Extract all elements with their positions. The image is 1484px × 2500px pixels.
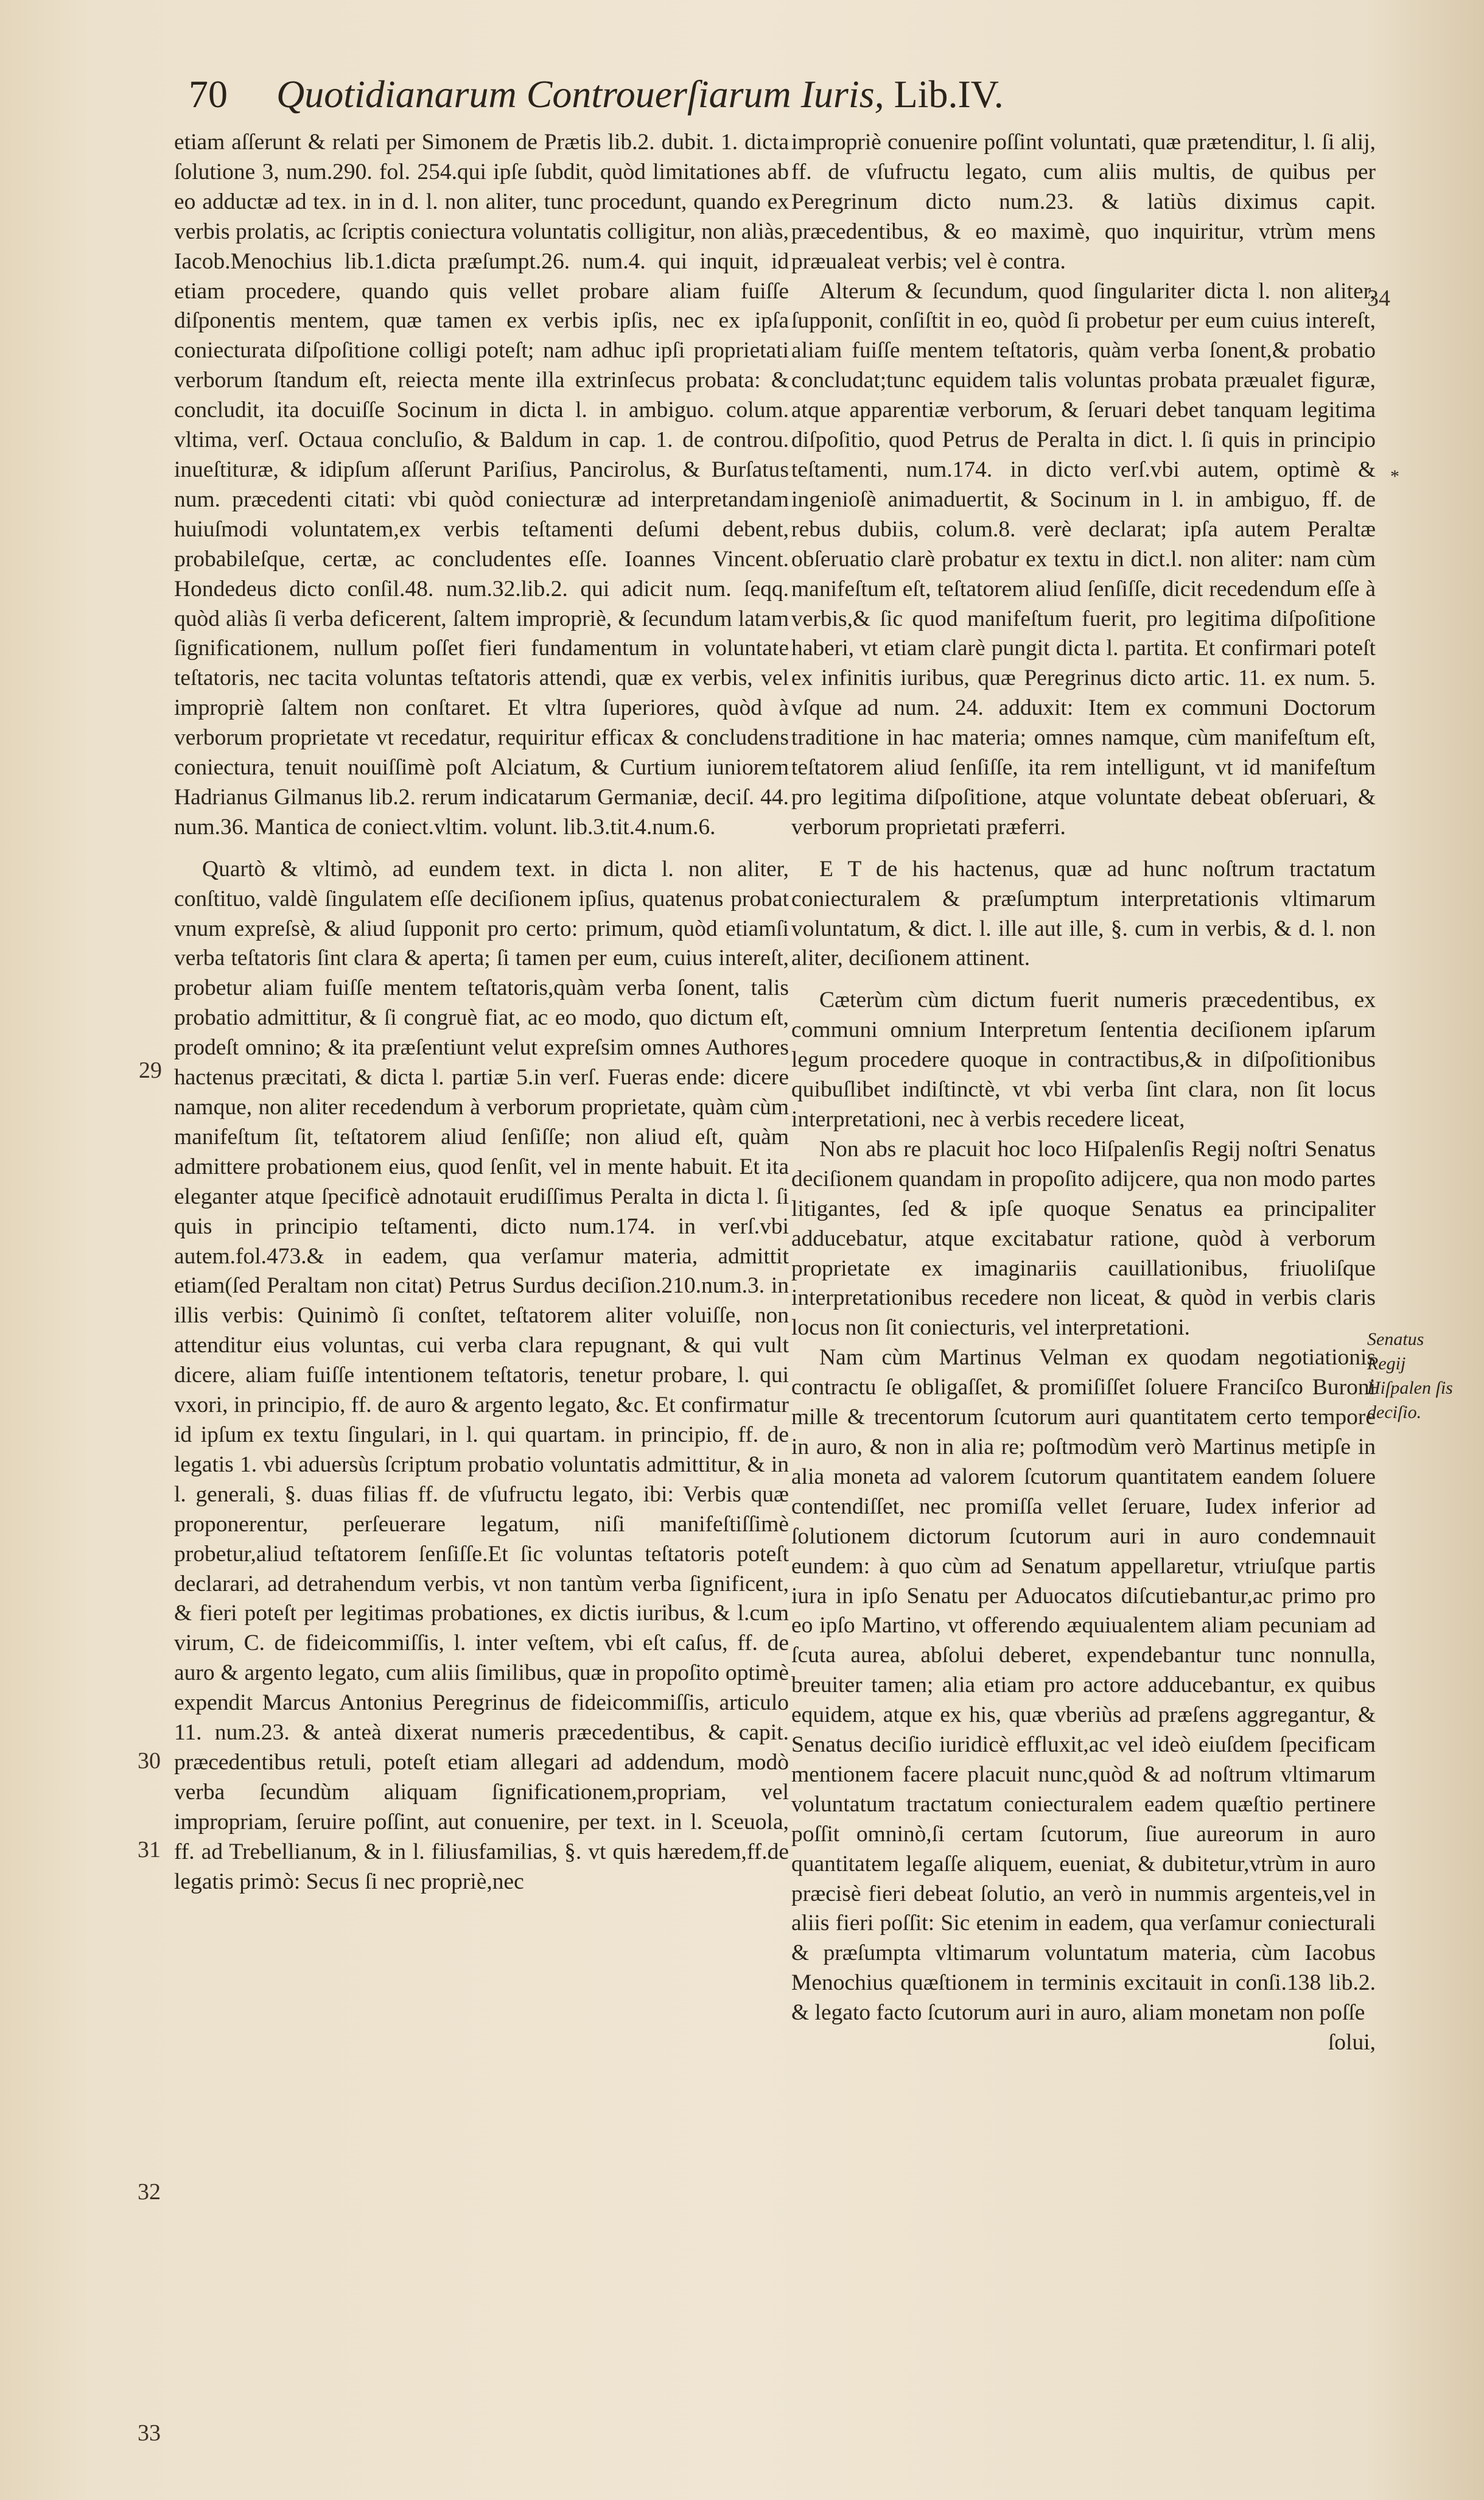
- paragraph: Alterum & ſecundum, quod ſingulariter dicta l. non aliter, ſupponit, conſiſtit in eo, quòd ſi probetur per eum cuius intereſt, aliam fuiſſe mentem teſtatoris, quàm verba ſonent,& probatio concludat;tunc equidem talis voluntas probata præualet figuræ, atque apparentiæ verborum, & ſeruari debet tanquam legitima diſpoſitio, quod Petrus de Peralta in dict. l. ſi quis in principio teſtamenti, num.174. in dicto verſ.vbi autem, optimè & ingenioſè animaduertit, & Socinum in l. in ambiguo, ff. de rebus dubiis, colum.8. verè declarat; ipſa autem Peraltæ obſeruatio clarè probatur ex textu in dict.l. non aliter: nam cùm manifeſtum eſt, teſtatorem aliud ſenſiſſe, dicit recedendum eſſe à verbis,& ſic quod manifeſtum fuerit, pro legitima diſpoſitione haberi, vt etiam clarè pungit dicta l. partita. Et confirmari poteſt ex infinitis iuribus, quæ Peregrinus dicto artic. 11. ex num. 5. vſque ad num. 24. adduxit: Item ex communi Doctorum traditione in hac materia; omnes namque, cùm manifeſtum eſt, teſtatorem aliud ſenſiſſe, ita rem intelligunt, vt id manifeſtum pro legitima diſpoſitione, atque voluntate debeat obſeruari, & verborum proprietati præferri.: [791, 278, 1376, 840]
- paragraph: E T de his hactenus, quæ ad hunc noſtrum tractatum coniecturalem & præſumptum interpretationis vltimarum voluntatum, & dict. l. ille aut ille, §. cum in verbis, & d. l. non aliter, deciſionem attinent.: [791, 856, 1376, 971]
- page-number: 70: [189, 72, 228, 116]
- catchword: ſolui,: [1328, 2030, 1376, 2056]
- margin-number: 30: [138, 1748, 161, 1774]
- paragraph: Quartò & vltimò, ad eundem text. in dicta l. non aliter, conſtituo, valdè ſingulatem eſſe deciſionem ipſius, quatenus probat vnum expreſsè, & aliud ſupponit pro certo: primum, quòd etiamſi verba teſtatoris ſint clara & aperta; ſi tamen per eum, cuius intereſt, probetur aliam fuiſſe mentem teſtatoris,quàm verba ſonent, talis probatio admittitur, & ſi congruè fiat, ac eo modo, quo dictum eſt, prodeſt omnino; & ita præſentiunt velut expreſsim omnes Authores hactenus præcitati, & dicta l. partiæ 5.in verſ. Fueras ende: dicere namque, non aliter recedendum à verborum proprietate, quàm cùm manifeſtum ſit, teſtatorem aliud ſenſiſſe; non aliud eſt, quàm admittere probationem eius, quod ſenſit, vel in mente habuit. Et ita eleganter atque ſpecificè adnotauit erudiſſimus Peralta in dicta l. ſi quis in principio teſtamenti, dicto num.174. in verſ.vbi autem.fol.473.& in eadem, qua verſamur materia, admittit etiam(ſed Peraltam non citat) Petrus Surdus deciſion.210.num.3. in illis verbis: Quinimò ſi conſtet, teſtatorem aliter voluiſſe, non attenditur eius voluntas, cui verba clara repugnant, & qui vult dicere, aliam fuiſſe intentionem teſtatoris, tenetur probare, l. qui vxori, in principio, ff. de auro & argento legato, &c. Et confirmatur id ipſum ex textu ſingulari, in l. qui quartam. in principio, ff. de legatis 1. vbi aduersùs ſcriptum probatio voluntatis admittitur, & in l. generali, §. duas filias ff. de vſufructu legato, ibi: Verbis quæ proponerentur, perſeuerare legatum, niſi manifeſtiſſimè probetur,aliud teſtatorem ſenſiſſe.Et ſic voluntas teſtatoris poteſt declarari, ad detrahendum verbis, vt non tantùm verba ſignificent, & fieri poteſt per legitimas probationes, ex dictis iuribus, & l.cum virum, C. de fideicommiſſis, l. inter veſtem, vbi eſt caſus, ff. de auro & argento legato, cum aliis ſimilibus, quæ in propoſito optimè expendit Marcus Antonius Peregrinus de fideicommiſſis, articulo 11. num.23. & anteà dixerat numeris præcedentibus, & capit. præcedentibus retuli, poteſt etiam allegari ad addendum, modò verba ſecundùm aliquam ſignificationem,propriam, vel impropriam, ſeruire poſſint, aut conuenire, per text. in l. Sceuola, ff. ad Trebellianum, & in l. filiusfamilias, §. vt quis hæredem,ff.de legatis primò: Secus ſi nec propriè,nec: [174, 856, 789, 1894]
- running-title: Quotidianarum Controuerſiarum Iuris,: [276, 72, 884, 116]
- side-note: Senatus Regij Hiſpalen ſis deciſio.: [1367, 1329, 1453, 1422]
- paragraph: Nam cùm Martinus Velman ex quodam negotiationis contractu ſe obligaſſet, & promiſiſſet ſoluere Franciſco Buroni mille & trecentorum ſcutorum auri quantitatem certo tempore in auro, & non in alia re; poſtmodùm verò Martinus metipſe in alia moneta ad valorem ſcutorum quantitatem eandem ſoluere contendiſſet, nec promiſſa vellet ſeruare, Iudex inferior ad ſolutionem dictorum ſcutorum auri in auro condemnauit eundem: à quo cùm ad Senatum appellaretur, vtriuſque partis iura in ipſo Senatu per Aduocatos diſcutiebantur,ac primo pro eo ipſo Martino, vt offerendo æquiualentem aliam pecuniam ad ſcuta aurea, abſolui deberet, expendebantur tunc nonnulla, breuiter tamen; alia etiam pro actore adducebantur, ex quibus equidem, atque ex his, quæ vberiùs ad præſens aggregantur, & Senatus deciſio iuridicè effluxit,ac vel ideò eiuſdem ſpecificam mentionem facere placuit nunc,quòd & ad noſtrum vltimarum voluntatum tractatum coniecturalem eadem quæſtio pertinere poſſit omninò,ſi certam ſcutorum, ſiue aureorum in auro quantitatem legaſſe aliquem, eueniat, & dubitetur,vtrùm in auro præcisè fieri debeat ſolutio, an verò in nummis argenteis,vel in aliis fieri poſſit: Sic etenim in eadem, qua verſamur coniecturali & præſumpta vltimarum voluntatum materia, cùm Iacobus Menochius quæſtionem in terminis excitauit in conſi.138 lib.2. & legato facto ſcutorum auri in auro, aliam monetam non poſſe: [791, 1345, 1376, 2026]
- margin-number: 33: [138, 2420, 161, 2446]
- left-column: [174, 128, 789, 1897]
- page-header: [189, 72, 1223, 127]
- book-label: Lib.IV.: [894, 72, 1004, 116]
- paragraph: etiam aſſerunt & relati per Simonem de Prætis lib.2. dubit. 1. dicta ſolutione 3, num.290. fol. 254.qui ipſe ſubdit, quòd limitationes ab eo adductæ ad tex. in in d. l. non aliter, tunc procedunt, quando ex verbis prolatis, ac ſcriptis coniectura voluntatis colligitur, non aliàs, Iacob.Menochius lib.1.dicta præſumpt.26. num.4. qui inquit, id etiam procedere, quando quis vellet probare aliam fuiſſe diſponentis mentem, quæ tamen ex verbis ipſis, nec ex ipſa coniecturata diſpoſitione colligi poteſt; nam adhuc ipſi proprietati verborum ſtandum eſt, reiecta mente illa extrinſecus probata: & concludit, ita docuiſſe Socinum in dicta l. in ambiguo. colum. vltima, verſ. Octaua concluſio, & Baldum in cap. 1. de controu. inueſtituræ, & idipſum aſſerunt Pariſius, Pancirolus, & Burſatus num. præcedenti citati: vbi quòd coniecturæ ad interpretandam huiuſmodi voluntatem,ex verbis teſtamenti deſumi debent, probabileſque, certæ, ac concludentes eſſe. Ioannes Vincent. Hondedeus dicto conſil.48. num.32.lib.2. qui adicit num. ſeqq. quòd aliàs ſi verba deficerent, ſaltem impropriè, & ſecundum latam ſignificationem, nullum poſſet fieri fundamentum in voluntate teſtatoris, nec tacita voluntas teſtatoris attendi, quæ ex verbis, vel impropriè ſaltem non conſtaret. Et vltra ſuperiores, quòd à verborum proprietate vt recedatur, requiritur efficax & concludens coniectura, tenuit nouiſſimè poſt Alciatum, & Curtium iuniorem Hadrianus Gilmanus lib.2. rerum indicatarum Germaniæ, deciſ. 44. num.36. Mantica de coniect.vltim. volunt. lib.3.tit.4.num.6.: [174, 130, 789, 840]
- margin-number: 34: [1367, 286, 1390, 311]
- asterisk-mark: *: [1390, 466, 1399, 486]
- paragraph: Cæterùm cùm dictum fuerit numeris præcedentibus, ex communi omnium Interpretum ſententia deciſionem ipſarum legum procedere quoque in contractibus,& in diſpoſitionibus quibuſlibet indiſtinctè, vt vbi verba ſint clara, non ſit locus interpretationi, nec à verbis recedere liceat,: [791, 988, 1376, 1132]
- margin-number: 29: [139, 1058, 162, 1083]
- paragraph: Non abs re placuit hoc loco Hiſpalenſis Regij noſtri Senatus deciſionem quandam in propoſito adijcere, qua non modo partes litigantes, ſed & ipſe quoque Senatus ea principaliter adducebatur, atque excitabatur ratione, quòd à verborum proprietate ex imaginariis cauillationibus, friuoliſque interpretationibus recedere non liceat, & quòd in verbis claris locus non ſit coniecturis, vel interpretationi.: [791, 1136, 1376, 1341]
- margin-number: 31: [138, 1837, 161, 1863]
- margin-number: 32: [138, 2179, 161, 2205]
- paragraph: impropriè conuenire poſſint voluntati, quæ prætenditur, l. ſi alij, ff. de vſufructu legato, cum aliis multis, de quibus per Peregrinum dicto num.23. & latiùs diximus capit. præcedentibus, & eo maximè, quo inquiritur, vtrùm mens præualeat verbis; vel è contra.: [791, 130, 1376, 274]
- right-column: [791, 128, 1376, 2058]
